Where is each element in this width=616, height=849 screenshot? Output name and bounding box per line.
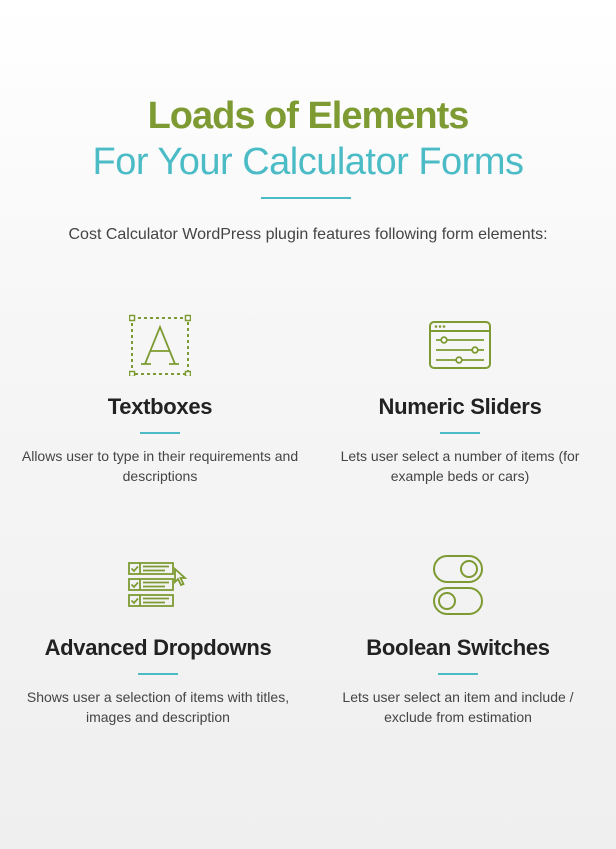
- feature-description: Shows user a selection of items with titles, images and description: [26, 689, 290, 725]
- feature-title: Advanced Dropdowns: [44, 635, 272, 660]
- textbox-icon: [129, 314, 191, 376]
- dropdown-icon: [127, 555, 189, 617]
- feature-divider: [438, 673, 478, 675]
- slider-icon: [429, 314, 491, 376]
- feature-boolean-switches: [318, 555, 598, 727]
- switch-icon: [427, 555, 489, 617]
- title-divider: [261, 197, 351, 199]
- feature-advanced-dropdowns: [18, 555, 298, 727]
- page-title: Loads of Elements: [147, 95, 469, 137]
- feature-divider: [140, 432, 180, 434]
- feature-divider: [440, 432, 480, 434]
- feature-divider: [138, 673, 178, 675]
- intro-text: Cost Calculator WordPress plugin features following form elements:: [68, 226, 548, 243]
- feature-description: Allows user to type in their requirements and descriptions: [21, 448, 299, 484]
- feature-description: Lets user select a number of items (for example beds or cars): [340, 448, 580, 484]
- feature-textboxes: [20, 314, 300, 486]
- feature-title: Numeric Sliders: [378, 394, 542, 419]
- page-subtitle: For Your Calculator Forms: [92, 141, 524, 183]
- headline: [0, 92, 616, 184]
- feature-numeric-sliders: [320, 314, 600, 486]
- feature-title: Textboxes: [107, 394, 213, 419]
- feature-description: Lets user select an item and include / exclude from estimation: [342, 689, 574, 725]
- feature-title: Boolean Switches: [366, 635, 550, 660]
